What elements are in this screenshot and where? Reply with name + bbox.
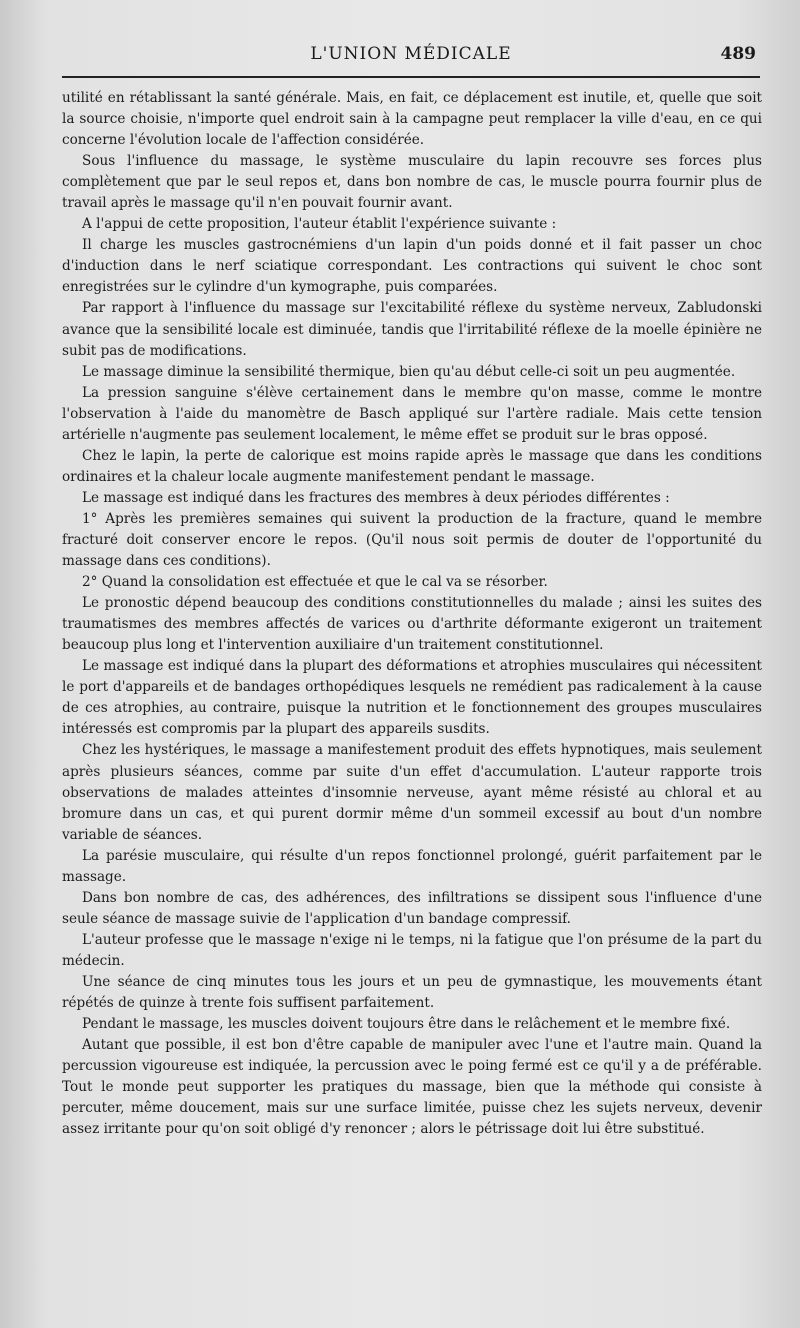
paragraph: Autant que possible, il est bon d'être capable de manipuler avec l'une et l'autre main. Quand la percussion vigoureuse est indiquée, la percussion avec le poing fermé est ce qu'il y a de préférable. Tout le monde peut supporter les pratiques du massage, bien que la méthode qui consiste à percuter, même doucement, mais sur une surface limitée, puisse chez les sujets nerveux, devenir assez irritante pour qu'on soit obligé d'y renoncer ; alors le pétrissage doit lui être substitué. bbox=[62, 1037, 762, 1138]
paragraph: Le pronostic dépend beaucoup des conditions constitutionnelles du malade ; ainsi les suites des traumatismes des membres affectés de varices ou d'arthrite déformante exigeront un traitement beaucoup plus long et l'intervention auxiliaire d'un traitement constitutionnel. bbox=[62, 595, 762, 654]
paragraph: Sous l'influence du massage, le système musculaire du lapin recouvre ses forces plus complètement que par le seul repos et, dans bon nombre de cas, le muscle pourra fournir plus de travail après le massage qu'il n'en pouvait fournir avant. bbox=[62, 153, 762, 212]
header-rule bbox=[62, 76, 760, 78]
paragraph: Le massage diminue la sensibilité thermique, bien qu'au début celle-ci soit un peu augmentée. bbox=[82, 363, 736, 380]
paragraph: Par rapport à l'influence du massage sur l'excitabilité réflexe du système nerveux, Zabludonski avance que la sensibilité locale est diminuée, tandis que l'irritabilité réflexe de la moelle épinière ne subit pas de modifications. bbox=[62, 300, 762, 359]
paragraph: Dans bon nombre de cas, des adhérences, des infiltrations se dissipent sous l'influence d'une seule séance de massage suivie de l'application d'un bandage compressif. bbox=[62, 889, 762, 927]
paragraph: L'auteur professe que le massage n'exige ni le temps, ni la fatigue que l'on présume de la part du médecin. bbox=[62, 931, 762, 969]
body-text bbox=[62, 88, 762, 1140]
paragraph: Une séance de cinq minutes tous les jours et un peu de gymnastique, les mouvements étant répétés de quinze à trente fois suffisent parfaitement. bbox=[62, 973, 762, 1012]
paragraph: Pendant le massage, les muscles doivent toujours être dans le relâchement et le membre fixé. bbox=[82, 1016, 731, 1033]
paragraph: Le massage est indiqué dans les fractures des membres à deux périodes différentes : bbox=[82, 489, 670, 506]
paragraph: A l'appui de cette proposition, l'auteur établit l'expérience suivante : bbox=[82, 216, 557, 233]
paragraph: Chez les hystériques, le massage a manifestement produit des effets hypnotiques, mais seulement après plusieurs séances, comme par suite d'un effet d'accumulation. L'auteur rapporte trois observations de malades atteintes d'insomnie nerveuse, ayant même résisté au chloral et au bromure dans un cas, et qui purent dormir même d'un sommeil excessif au bout d'un nombre variable de séances. bbox=[62, 742, 762, 843]
paragraph: Il charge les muscles gastrocnémiens d'un lapin d'un poids donné et il fait passer un choc d'induction dans le nerf sciatique correspondant. Les contractions qui suivent le choc sont enregistrées sur le cylindre d'un kymographe, puis comparées. bbox=[62, 237, 762, 296]
paragraph: utilité en rétablissant la santé générale. Mais, en fait, ce déplacement est inutile, et, quelle que soit la source choisie, n'importe quel endroit sain à la campagne peut remplacer la ville d'eau, en ce qui concerne l'évolution locale de l'affection considérée. bbox=[62, 90, 762, 149]
page-number: 489 bbox=[720, 44, 756, 64]
paragraph: 2° Quand la consolidation est effectuée et que le cal va se résorber. bbox=[82, 574, 548, 591]
running-title: L'UNION MÉDICALE bbox=[310, 44, 512, 64]
paragraph: La pression sanguine s'élève certainement dans le membre qu'on masse, comme le montre l'observation à l'aide du manomètre de Basch appliqué sur l'artère radiale. Mais cette tension artérielle n'augmente pas seulement localement, le même effet se produit sur le bras opposé. bbox=[62, 384, 762, 443]
paragraph: 1° Après les premières semaines qui suivent la production de la fracture, quand le membre fracturé doit conserver encore le repos. (Qu'il nous soit permis de douter de l'opportunité du massage dans ces conditions). bbox=[62, 510, 762, 570]
paragraph: Chez le lapin, la perte de calorique est moins rapide après le massage que dans les conditions ordinaires et la chaleur locale augmente manifestement pendant le massage. bbox=[62, 447, 762, 485]
paragraph: La parésie musculaire, qui résulte d'un repos fonctionnel prolongé, guérit parfaitement par le massage. bbox=[62, 847, 762, 885]
page-header bbox=[62, 44, 760, 76]
paragraph: Le massage est indiqué dans la plupart des déformations et atrophies musculaires qui nécessitent le port d'appareils et de bandages orthopédiques lesquels ne remédient pas radicalement à la cause de ces atrophies, au contraire, puisque la nutrition et le fonctionnement des groupes musculaires intéressés est compromis par la plupart des appareils susdits. bbox=[62, 658, 762, 738]
